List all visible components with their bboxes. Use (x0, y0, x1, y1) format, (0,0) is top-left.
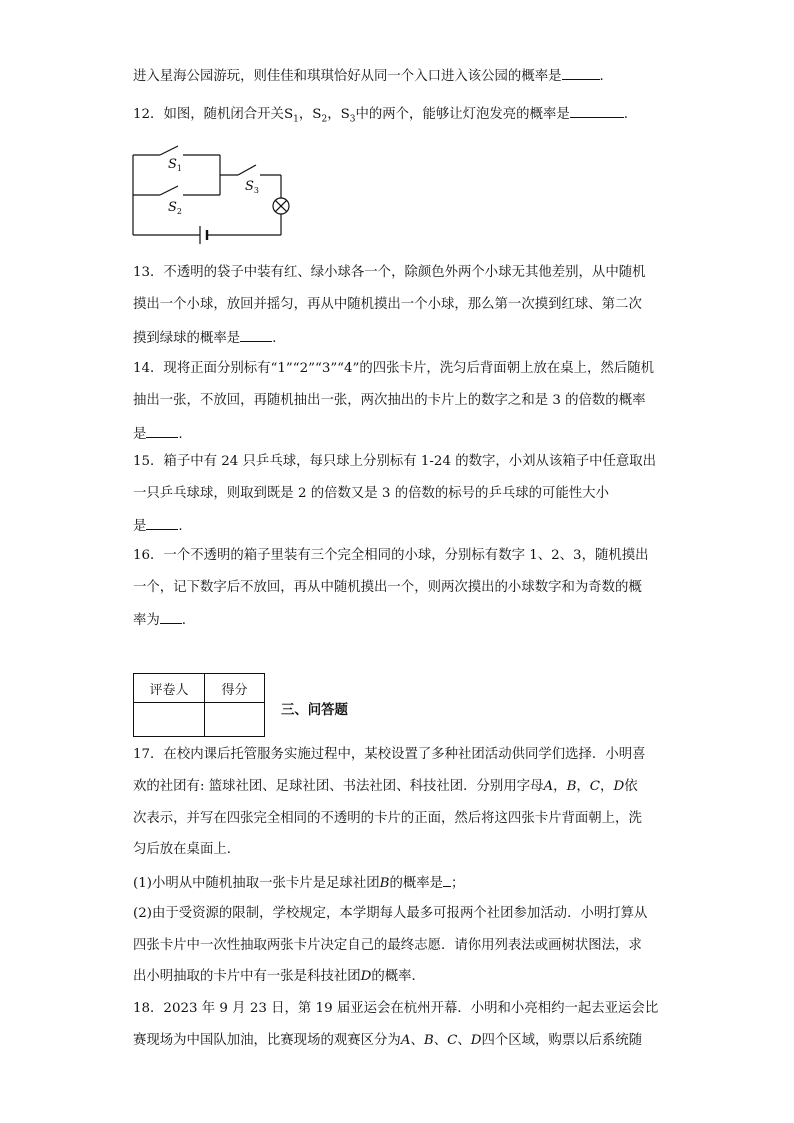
answer-blank (240, 328, 272, 342)
question-18-line-1: 18．2023 年 9 月 23 日，第 19 届亚运会在杭州开幕．小明和小亮相约一起去亚运会比 (133, 1001, 659, 1016)
question-17-part-2-line-1: (2)由于受资源的限制，学校规定，本学期每人最多可报两个社团参加活动．小明打算从 (133, 906, 648, 921)
grader-header: 评卷人 (134, 674, 205, 703)
circuit-diagram (128, 140, 298, 250)
answer-blank (146, 516, 178, 530)
question-17-line-1: 17．在校内课后托管服务实施过程中，某校设置了多种社团活动供同学们选择．小明喜 (133, 747, 646, 762)
question-14-line-1: 14．现将正面分别标有“1”“2”“3”“4”的四张卡片，洗匀后背面朝上放在桌上，然后随机 (133, 361, 654, 376)
question-13-line-2: 摸出一个小球，放回并摇匀，再从中随机摸出一个小球，那么第一次摸到红球、第二次 (133, 297, 642, 312)
switch-s3-label: $S_3$ (340, 107, 356, 125)
switch-s1-label: $S_1$ (283, 107, 299, 125)
switch-s2-label: $S_2$ (312, 107, 328, 125)
question-15-line-1: 15．箱子中有 24 只乒乓球，每只球上分别标有 1-24 的数字，小刘从该箱子中任意取出 (133, 454, 657, 469)
switch-s1 (160, 146, 178, 155)
answer-blank (570, 104, 624, 118)
circuit-s1-label: $S_1$ (168, 157, 182, 173)
circuit-s2-label: $S_2$ (168, 200, 182, 216)
question-14-line-2: 抽出一张，不放回，再随机抽出一张，两次抽出的卡片上的数字之和是 3 的倍数的概率 (133, 393, 646, 408)
question-17-part-1: (1)小明从中随机抽取一张卡片是足球社团B的概率是 ； (133, 873, 464, 893)
grader-score-table (133, 673, 265, 737)
circuit-s3-label: $S_3$ (245, 179, 259, 195)
score-header: 得分 (205, 674, 265, 703)
section-heading: 三、问答题 (281, 703, 348, 718)
score-cell (205, 703, 265, 737)
question-15-line-3: 是 . (133, 516, 183, 536)
answer-blank (443, 873, 451, 887)
answer-blank (160, 610, 182, 624)
question-16-line-3: 率为 . (133, 610, 186, 630)
q11-continuation-line: 进入星海公园游玩，则佳佳和琪琪恰好从同一个入口进入该公园的概率是 . (133, 66, 604, 86)
question-16-line-2: 一个，记下数字后不放回，再从中随机摸出一个，则两次摸出的小球数字和为奇数的概 (133, 580, 642, 595)
question-14-line-3: 是 . (133, 424, 183, 444)
question-17-part-2-line-2: 四张卡片中一次性抽取两张卡片决定自己的最终志愿．请你用列表法或画树状图法，求 (133, 938, 642, 953)
question-17-line-4: 匀后放在桌面上． (133, 842, 241, 857)
question-18-line-2: 赛现场为中国队加油，比赛现场的观赛区分为A、B、C、D四个区域，购票以后系统随 (133, 1033, 643, 1048)
answer-blank (562, 66, 600, 80)
question-12: 12．如图，随机闭合开关$S_1$，$S_2$，$S_3$中的两个，能够让灯泡发亮的概率是 . (133, 104, 628, 129)
question-17-line-2: 欢的社团有: 篮球社团、足球社团、书法社团、科技社团．分别用字母A，B，C，D依 (133, 779, 638, 794)
grader-cell (134, 703, 205, 737)
switch-s3 (238, 165, 256, 175)
question-17-part-2-line-3: 出小明抽取的卡片中有一张是科技社团D的概率． (133, 969, 425, 984)
question-16-line-1: 16．一个不透明的箱子里装有三个完全相同的小球，分别标有数字 1、2、3，随机摸出 (133, 548, 649, 563)
answer-blank (146, 424, 178, 438)
question-15-line-2: 一只乒乓球球，则取到既是 2 的倍数又是 3 的倍数的标号的乒乓球的可能性大小 (133, 486, 609, 501)
switch-s2 (160, 186, 178, 195)
question-17-line-3: 次表示，并写在四张完全相同的不透明的卡片的正面，然后将这四张卡片背面朝上，洗 (133, 811, 642, 826)
question-13-line-1: 13．不透明的袋子中装有红、绿小球各一个，除颜色外两个小球无其他差别，从中随机 (133, 265, 646, 280)
question-13-line-3: 摸到绿球的概率是 . (133, 328, 276, 348)
